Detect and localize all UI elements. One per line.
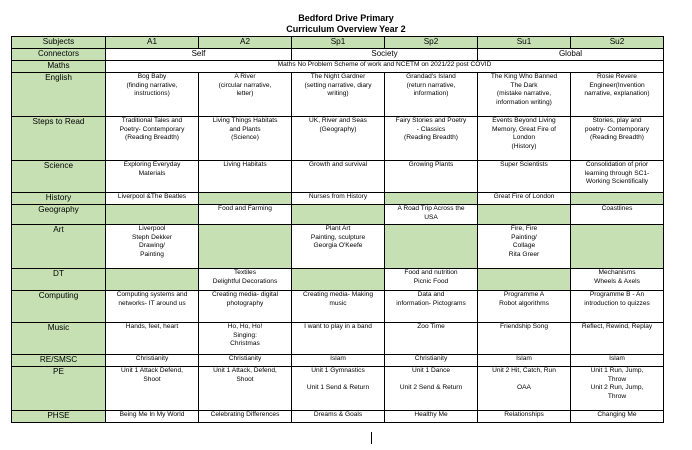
steps-su1 (478, 117, 571, 161)
cell-line: The King Who Banned (490, 73, 558, 80)
cell-line: (Reading Breadth) (590, 134, 644, 142)
cell-line: Unit 1 Attack Defend, (121, 367, 183, 374)
art-sp2 (385, 225, 478, 269)
steps-to-read-label: Steps to Read (12, 117, 106, 161)
history-su2 (571, 193, 664, 205)
cell-line: Singing: (233, 331, 257, 339)
cell-line: Data and (417, 291, 445, 298)
cell-line: Painting, sculpture (310, 233, 366, 241)
computing-a1 (106, 291, 199, 323)
steps-a1 (106, 117, 199, 161)
science-a2 (199, 161, 292, 193)
computing-a2 (199, 291, 292, 323)
music-a1 (106, 323, 199, 355)
english-su2 (571, 73, 664, 117)
cell-line: Throw (607, 375, 627, 383)
cell-line: Living Things Habitats (212, 117, 278, 124)
cell-line: Robot algorithms (499, 299, 549, 307)
re-a1: Christianity (106, 355, 199, 367)
steps-a2 (199, 117, 292, 161)
art-label: Art (12, 225, 106, 269)
english-a2 (199, 73, 292, 117)
music-sp1 (292, 323, 385, 355)
art-row (12, 225, 664, 269)
connector-global: Global (478, 49, 664, 61)
cell-line: music (329, 299, 347, 307)
term-header-a1: A1 (106, 37, 199, 49)
phse-sp2: Healthy Me (385, 411, 478, 423)
computing-label: Computing (12, 291, 106, 323)
cell-line: Shoot (143, 375, 161, 383)
geography-row (12, 205, 664, 225)
re-sp2: Christianity (385, 355, 478, 367)
cell-line: Events Beyond Living (492, 117, 556, 124)
re-su1: Islam (478, 355, 571, 367)
cell-line: Collage (512, 242, 536, 250)
cell-line: A River (234, 73, 256, 80)
dt-a2 (199, 269, 292, 291)
history-label: History (12, 193, 106, 205)
art-sp1 (292, 225, 385, 269)
cell-line: Friendship Song (499, 323, 549, 330)
document-subtitle: Curriculum Overview Year 2 (286, 24, 406, 34)
english-sp1 (292, 73, 385, 117)
connectors-row (12, 49, 664, 61)
cell-line: Unit 2 Hit, Catch, Run (492, 367, 556, 374)
geography-a1 (106, 205, 199, 225)
steps-sp2 (385, 117, 478, 161)
cell-line: Creating media- digital (212, 291, 278, 298)
cell-line: London (512, 134, 535, 142)
dt-row (12, 269, 664, 291)
cell-line: Materials (138, 169, 166, 177)
phse-a2: Celebrating Differences (199, 411, 292, 423)
cell-line: information) (413, 90, 449, 98)
geography-label: Geography (12, 205, 106, 225)
cell-line: Painting (140, 250, 164, 258)
term-header-sp1: Sp1 (292, 37, 385, 49)
phse-a1: Being Me In My World (106, 411, 199, 423)
steps-to-read-row (12, 117, 664, 161)
phse-su2: Changing Me (571, 411, 664, 423)
cell-line: Programme B - An (589, 291, 645, 298)
cell-line: information writing) (496, 98, 552, 106)
cell-line: Engineer(Invention (589, 81, 645, 89)
cell-line: photography (226, 299, 264, 307)
pe-sp2 (385, 367, 478, 411)
history-sp1: Nurses from History (292, 193, 385, 205)
cell-line: Poetry- Contemporary (119, 125, 185, 133)
cell-line: (Geography) (319, 125, 357, 133)
cell-line: networks- IT around us (118, 299, 186, 307)
cell-line: Delightful Decorations (212, 277, 278, 285)
cell-line: introduction to quizzes (584, 299, 650, 307)
cell-line: Food and nutrition (404, 269, 458, 276)
cell-line: narrative, explanation) (584, 90, 650, 98)
music-label: Music (12, 323, 106, 355)
science-su1 (478, 161, 571, 193)
pe-su1 (478, 367, 571, 411)
connector-self: Self (106, 49, 292, 61)
english-a1 (106, 73, 199, 117)
re-smsc-row (12, 355, 664, 367)
cell-line: Computing systems and (116, 291, 188, 298)
cell-line: Rosie Revere (597, 73, 637, 80)
subjects-header: Subjects (12, 37, 106, 49)
music-sp2 (385, 323, 478, 355)
cell-line: Ho, Ho, Ho! (227, 323, 263, 330)
cell-line: Unit 1 Dance (411, 367, 451, 374)
cell-line: UK, River and Seas (309, 117, 367, 124)
cell-line: The Dark (510, 81, 538, 89)
dt-su1 (478, 269, 571, 291)
phse-row (12, 411, 664, 423)
history-a1: Liverpool &The Beatles (106, 193, 199, 205)
re-sp1: Islam (292, 355, 385, 367)
cell-line: (finding narrative, (126, 81, 178, 89)
english-label: English (12, 73, 106, 117)
cell-line: (setting narrative, diary (304, 81, 372, 89)
pe-a2 (199, 367, 292, 411)
phse-su1: Relationships (478, 411, 571, 423)
geography-su1 (478, 205, 571, 225)
term-header-sp2: Sp2 (385, 37, 478, 49)
cell-line: Hands, feet, heart (125, 323, 179, 330)
text-cursor (371, 432, 372, 444)
cell-line: Steph Dekker (132, 233, 172, 241)
phse-label: PHSE (12, 411, 106, 423)
science-sp2 (385, 161, 478, 193)
cell-line: Reflect, Rewind, Replay (581, 323, 653, 330)
history-su1: Great Fire of London (478, 193, 571, 205)
cell-line: instructions) (134, 90, 170, 98)
connector-society: Society (292, 49, 478, 61)
dt-sp2 (385, 269, 478, 291)
computing-row (12, 291, 664, 323)
cell-line: Unit 1 Attack, Defend, (213, 367, 277, 374)
cell-line: Stories, play and (592, 117, 642, 124)
pe-row (12, 367, 664, 411)
english-sp2 (385, 73, 478, 117)
cell-line: Unit 2 Run, Jump, (590, 384, 644, 392)
term-header-a2: A2 (199, 37, 292, 49)
science-sp1 (292, 161, 385, 193)
cell-line: Georgia O'Keefe (313, 242, 363, 250)
cell-line: letter) (236, 90, 254, 98)
cell-line: Programme A (503, 291, 545, 298)
cell-line: Working Scientifically (585, 178, 649, 186)
cell-line: The Night Gardner (310, 73, 366, 80)
art-a2 (199, 225, 292, 269)
cell-line: Drawing/ (138, 242, 166, 250)
steps-sp1 (292, 117, 385, 161)
curriculum-table (11, 36, 664, 423)
cell-line: - Classics (416, 125, 446, 133)
dt-label: DT (12, 269, 106, 291)
geography-sp1 (292, 205, 385, 225)
re-a2: Christianity (199, 355, 292, 367)
art-su2 (571, 225, 664, 269)
cell-line: (circular narrative, (218, 81, 272, 89)
cell-line: (History) (511, 142, 537, 150)
cell-line: Growing Plants (408, 161, 454, 168)
cell-line: learning through SC1- (584, 169, 650, 177)
cell-line: Fairy Stories and Poetry (395, 117, 467, 124)
pe-su2 (571, 367, 664, 411)
header-row (12, 37, 664, 49)
cell-line: Growth and survival (308, 161, 368, 168)
history-a2 (199, 193, 292, 205)
pe-a1 (106, 367, 199, 411)
cell-line: Creating media- Making (303, 291, 373, 298)
science-label: Science (12, 161, 106, 193)
phse-sp1: Dreams & Goals (292, 411, 385, 423)
music-row (12, 323, 664, 355)
connectors-label: Connectors (12, 49, 106, 61)
cell-line: (mistake narrative, (496, 90, 552, 98)
cell-line: Consolidation of prior (585, 161, 649, 168)
maths-row (12, 61, 664, 73)
dt-su2 (571, 269, 664, 291)
computing-sp1 (292, 291, 385, 323)
cell-line: Throw (607, 392, 627, 400)
science-row (12, 161, 664, 193)
music-su2 (571, 323, 664, 355)
cell-line: (return narrative, (406, 81, 456, 89)
dt-a1 (106, 269, 199, 291)
cell-line: Plant Art (325, 225, 351, 232)
english-su1 (478, 73, 571, 117)
pe-label: PE (12, 367, 106, 411)
cell-line: Bog Baby (137, 73, 167, 80)
cell-line: Shoot (236, 375, 254, 383)
cell-line: (Reading Breadth) (404, 134, 458, 142)
cell-line: Memory, Great Fire of (492, 125, 556, 133)
cell-line: Grandad's Island (406, 73, 456, 80)
music-su1 (478, 323, 571, 355)
geography-a2: Food and Farming (199, 205, 292, 225)
document-title: Bedford Drive Primary (298, 13, 394, 23)
art-su1 (478, 225, 571, 269)
computing-sp2 (385, 291, 478, 323)
dt-sp1 (292, 269, 385, 291)
cell-line: Mechanisms (598, 269, 636, 276)
science-su2 (571, 161, 664, 193)
cell-line: (Reading Breadth) (125, 134, 179, 142)
cell-line: Liverpool (138, 225, 166, 232)
cell-line: Unit 1 Run, Jump, (590, 367, 644, 374)
cell-line: Unit 1 Send & Return (306, 383, 370, 391)
cell-line: Fire, Fire (510, 225, 538, 232)
term-header-su2: Su2 (571, 37, 664, 49)
cell-line: Rita Greer (508, 250, 540, 258)
cell-line: poetry- Contemporary (584, 125, 650, 133)
pe-sp1 (292, 367, 385, 411)
music-a2 (199, 323, 292, 355)
cell-line: writing) (327, 90, 349, 98)
cell-line: information- Pictograms (396, 299, 466, 307)
computing-su1 (478, 291, 571, 323)
computing-su2 (571, 291, 664, 323)
cell-line: and Plants (229, 125, 261, 133)
re-su2: Islam (571, 355, 664, 367)
cell-line: Textiles (234, 269, 256, 276)
history-sp2 (385, 193, 478, 205)
science-a1 (106, 161, 199, 193)
cell-line: (Science) (231, 134, 259, 142)
english-row (12, 73, 664, 117)
cell-line: Painting/ (511, 233, 537, 241)
cell-line: Christmas (230, 340, 260, 348)
history-row (12, 193, 664, 205)
cell-line: Wheels & Axels (594, 277, 640, 285)
cell-line: A Road Trip Across the (397, 205, 465, 212)
cell-line: OAA (517, 383, 531, 391)
geography-sp2 (385, 205, 478, 225)
cell-line: Traditional Tales and (121, 117, 183, 124)
term-header-su1: Su1 (478, 37, 571, 49)
cell-line: Unit 1 Gymnastics (311, 367, 365, 374)
steps-su2 (571, 117, 664, 161)
maths-label: Maths (12, 61, 106, 73)
cell-line: Picnic Food (413, 277, 449, 285)
cell-line: Unit 2 Send & Return (399, 383, 463, 391)
maths-content: Maths No Problem Scheme of work and NCETM on 2021/22 post COVID (106, 61, 664, 73)
cell-line: Zoo Time (417, 323, 445, 330)
cell-line: I want to play in a band (304, 323, 372, 330)
cell-line: Living Habitats (223, 161, 267, 168)
cell-line: USA (424, 213, 438, 221)
cell-line: Super Scientists (500, 161, 548, 168)
re-smsc-label: RE/SMSC (12, 355, 106, 367)
art-a1 (106, 225, 199, 269)
geography-su2: Coastlines (571, 205, 664, 225)
cell-line: Exploring Everyday (123, 161, 181, 168)
